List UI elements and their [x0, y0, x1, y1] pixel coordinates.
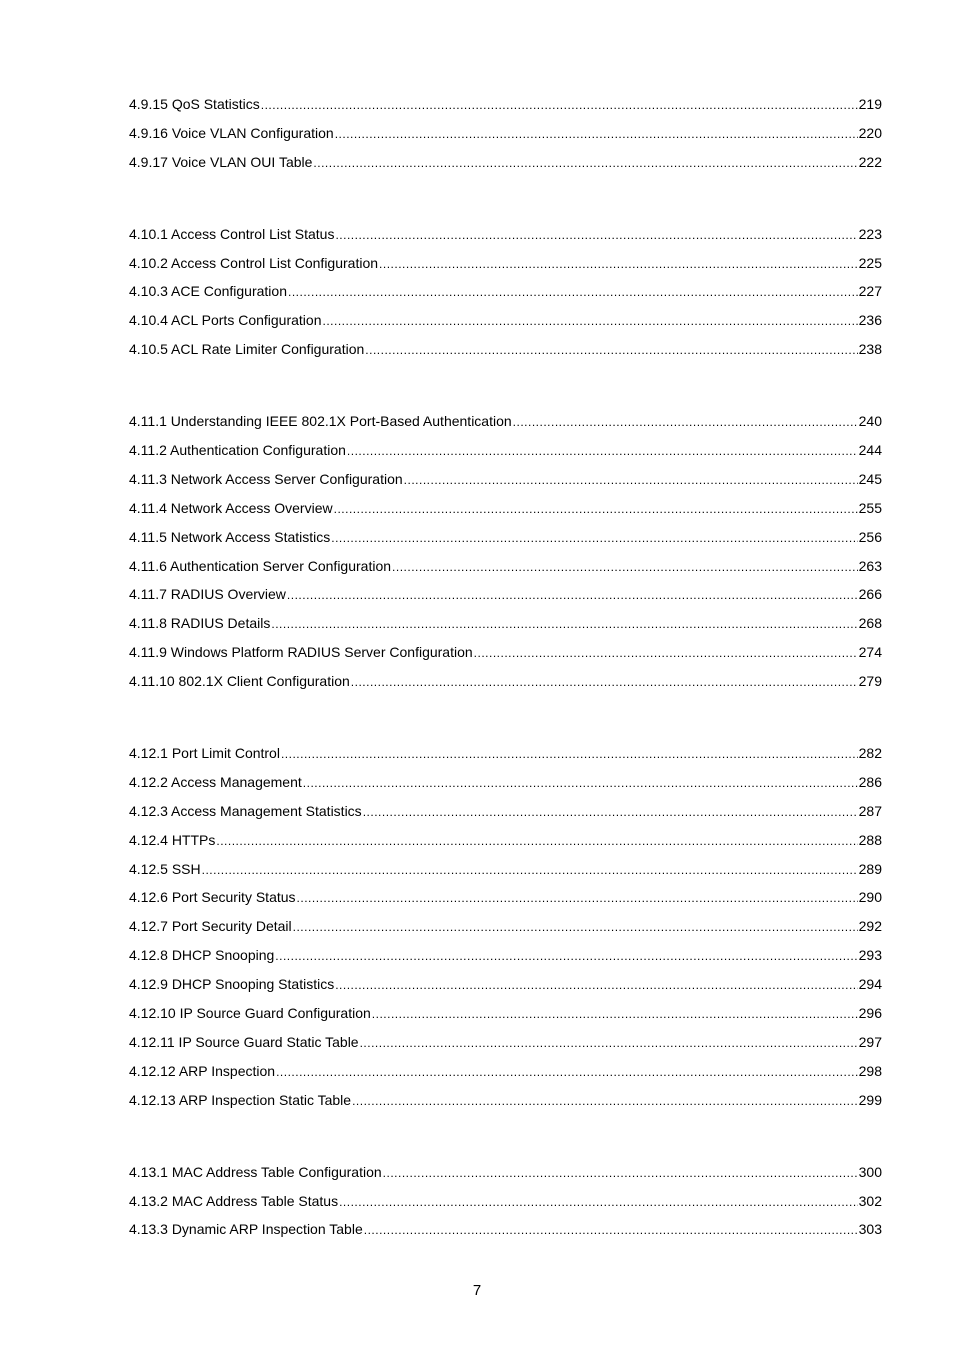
toc-entry-page: 255	[858, 499, 882, 516]
dot-leader	[404, 465, 858, 494]
toc-entry-title: 4.11.3 Network Access Server Configuration	[129, 470, 403, 487]
toc-entry-title: 4.12.13 ARP Inspection Static Table	[129, 1091, 352, 1108]
toc-entry-title: 4.13.3 Dynamic ARP Inspection Table	[129, 1221, 363, 1238]
toc-entry[interactable]	[129, 1028, 882, 1057]
dot-leader	[261, 90, 858, 119]
toc-entry-page: 286	[858, 773, 882, 790]
toc-entry-title: 4.11.10 802.1X Client Configuration	[129, 673, 350, 690]
dot-leader	[334, 494, 858, 523]
dot-leader	[383, 1158, 858, 1187]
dot-leader	[335, 119, 858, 148]
dot-leader	[392, 552, 858, 581]
dot-leader	[339, 1187, 858, 1216]
toc-entry-page: 256	[858, 528, 882, 545]
table-of-contents	[129, 90, 882, 1244]
toc-entry-page: 274	[858, 644, 882, 661]
toc-entry[interactable]	[129, 609, 882, 638]
toc-section	[129, 739, 882, 1115]
toc-entry[interactable]	[129, 638, 882, 667]
toc-entry-page: 294	[858, 976, 882, 993]
toc-entry[interactable]	[129, 335, 882, 364]
toc-entry-page: 244	[858, 442, 882, 459]
toc-entry-title: 4.11.5 Network Access Statistics	[129, 528, 331, 545]
toc-entry-title: 4.10.5 ACL Rate Limiter Configuration	[129, 341, 365, 358]
toc-entry-page: 222	[858, 153, 882, 170]
toc-entry-title: 4.11.9 Windows Platform RADIUS Server Configuration	[129, 644, 473, 661]
dot-leader	[363, 797, 858, 826]
toc-entry[interactable]	[129, 970, 882, 999]
toc-entry[interactable]	[129, 826, 882, 855]
toc-entry-page: 290	[858, 889, 882, 906]
toc-entry[interactable]	[129, 768, 882, 797]
toc-entry[interactable]	[129, 148, 882, 177]
toc-entry-title: 4.12.4 HTTPs	[129, 831, 216, 848]
toc-entry-page: 223	[858, 225, 882, 242]
toc-entry[interactable]	[129, 1158, 882, 1187]
toc-entry-title: 4.12.6 Port Security Status	[129, 889, 296, 906]
toc-entry-title: 4.12.7 Port Security Detail	[129, 918, 292, 935]
dot-leader	[335, 220, 857, 249]
dot-leader	[364, 1215, 858, 1244]
toc-entry-title: 4.11.1 Understanding IEEE 802.1X Port-Based Authentication	[129, 413, 512, 430]
toc-entry-title: 4.11.7 RADIUS Overview	[129, 586, 286, 603]
dot-leader	[303, 768, 858, 797]
toc-entry[interactable]	[129, 306, 882, 335]
dot-leader	[271, 609, 857, 638]
toc-entry-page: 303	[858, 1221, 882, 1238]
toc-section	[129, 90, 882, 177]
toc-section	[129, 407, 882, 696]
dot-leader	[288, 277, 858, 306]
toc-entry-title: 4.13.1 MAC Address Table Configuration	[129, 1163, 382, 1180]
toc-entry-page: 279	[858, 673, 882, 690]
toc-entry-page: 282	[858, 745, 882, 762]
dot-leader	[275, 941, 857, 970]
toc-entry-title: 4.13.2 MAC Address Table Status	[129, 1192, 339, 1209]
toc-entry[interactable]	[129, 407, 882, 436]
toc-entry-page: 287	[858, 802, 882, 819]
toc-entry-title: 4.12.12 ARP Inspection	[129, 1062, 276, 1079]
dot-leader	[281, 739, 858, 768]
toc-entry-page: 289	[858, 860, 882, 877]
toc-entry-title: 4.11.6 Authentication Server Configuration	[129, 557, 392, 574]
toc-entry-page: 300	[858, 1163, 882, 1180]
toc-entry-page: 299	[858, 1091, 882, 1108]
toc-entry-title: 4.11.2 Authentication Configuration	[129, 442, 346, 459]
toc-entry-title: 4.10.4 ACL Ports Configuration	[129, 312, 322, 329]
toc-entry[interactable]	[129, 552, 882, 581]
toc-entry[interactable]	[129, 580, 882, 609]
dot-leader	[287, 580, 858, 609]
toc-entry-page: 292	[858, 918, 882, 935]
toc-entry-title: 4.12.8 DHCP Snooping	[129, 947, 275, 964]
toc-entry-page: 298	[858, 1062, 882, 1079]
toc-entry-title: 4.12.10 IP Source Guard Configuration	[129, 1005, 371, 1022]
toc-entry-page: 296	[858, 1005, 882, 1022]
dot-leader	[365, 335, 857, 364]
toc-section	[129, 220, 882, 364]
toc-entry[interactable]	[129, 1187, 882, 1216]
toc-entry-page: 263	[858, 557, 882, 574]
toc-entry[interactable]	[129, 797, 882, 826]
toc-entry[interactable]	[129, 249, 882, 278]
toc-entry-page: 236	[858, 312, 882, 329]
toc-entry[interactable]	[129, 90, 882, 119]
toc-entry-page: 293	[858, 947, 882, 964]
toc-entry-page: 245	[858, 470, 882, 487]
toc-entry-title: 4.10.2 Access Control List Configuration	[129, 254, 379, 271]
dot-leader	[372, 999, 858, 1028]
page-number: 7	[472, 1282, 482, 1299]
dot-leader	[331, 523, 857, 552]
dot-leader	[297, 883, 858, 912]
toc-entry-page: 288	[858, 831, 882, 848]
toc-entry[interactable]	[129, 494, 882, 523]
toc-entry-title: 4.10.3 ACE Configuration	[129, 283, 287, 300]
dot-leader	[351, 667, 858, 696]
dot-leader	[379, 249, 858, 278]
toc-entry-title: 4.12.9 DHCP Snooping Statistics	[129, 976, 335, 993]
toc-entry[interactable]	[129, 119, 882, 148]
toc-entry[interactable]	[129, 436, 882, 465]
toc-entry[interactable]	[129, 739, 882, 768]
toc-entry[interactable]	[129, 883, 882, 912]
toc-entry-title: 4.12.2 Access Management	[129, 773, 302, 790]
toc-entry[interactable]	[129, 277, 882, 306]
dot-leader	[474, 638, 858, 667]
dot-leader	[202, 855, 858, 884]
toc-entry[interactable]	[129, 912, 882, 941]
toc-entry-title: 4.9.15 QoS Statistics	[129, 96, 260, 112]
toc-entry-title: 4.12.5 SSH	[129, 860, 201, 877]
dot-leader	[313, 148, 857, 177]
dot-leader	[293, 912, 858, 941]
toc-entry-title: 4.12.1 Port Limit Control	[129, 745, 280, 762]
toc-entry-page: 227	[858, 283, 882, 300]
toc-entry[interactable]	[129, 523, 882, 552]
toc-entry-page: 268	[858, 615, 882, 632]
toc-entry[interactable]	[129, 1057, 882, 1086]
toc-entry[interactable]	[129, 667, 882, 696]
toc-entry-title: 4.10.1 Access Control List Status	[129, 225, 335, 242]
toc-entry-page: 297	[858, 1033, 882, 1050]
toc-entry-page: 266	[858, 586, 882, 603]
toc-entry-page: 219	[858, 96, 882, 112]
toc-entry-title: 4.12.3 Access Management Statistics	[129, 802, 362, 819]
toc-entry[interactable]	[129, 1215, 882, 1244]
dot-leader	[216, 826, 857, 855]
toc-entry[interactable]	[129, 465, 882, 494]
toc-entry-page: 302	[858, 1192, 882, 1209]
toc-entry[interactable]	[129, 941, 882, 970]
toc-entry[interactable]	[129, 220, 882, 249]
toc-entry-title: 4.12.11 IP Source Guard Static Table	[129, 1033, 359, 1050]
toc-entry-title: 4.11.8 RADIUS Details	[129, 615, 271, 632]
dot-leader	[360, 1028, 858, 1057]
toc-entry-title: 4.9.17 Voice VLAN OUI Table	[129, 153, 313, 170]
dot-leader	[323, 306, 858, 335]
toc-entry-page: 220	[858, 124, 882, 141]
toc-entry-page: 225	[858, 254, 882, 271]
toc-entry[interactable]	[129, 1086, 882, 1115]
dot-leader	[276, 1057, 858, 1086]
toc-entry[interactable]	[129, 855, 882, 884]
dot-leader	[513, 407, 858, 436]
dot-leader	[347, 436, 858, 465]
dot-leader	[335, 970, 857, 999]
toc-entry-page: 238	[858, 341, 882, 358]
toc-section	[129, 1158, 882, 1245]
toc-entry-title: 4.9.16 Voice VLAN Configuration	[129, 124, 334, 141]
toc-entry-title: 4.11.4 Network Access Overview	[129, 499, 333, 516]
dot-leader	[352, 1086, 858, 1115]
toc-entry-page: 240	[858, 413, 882, 430]
toc-entry[interactable]	[129, 999, 882, 1028]
